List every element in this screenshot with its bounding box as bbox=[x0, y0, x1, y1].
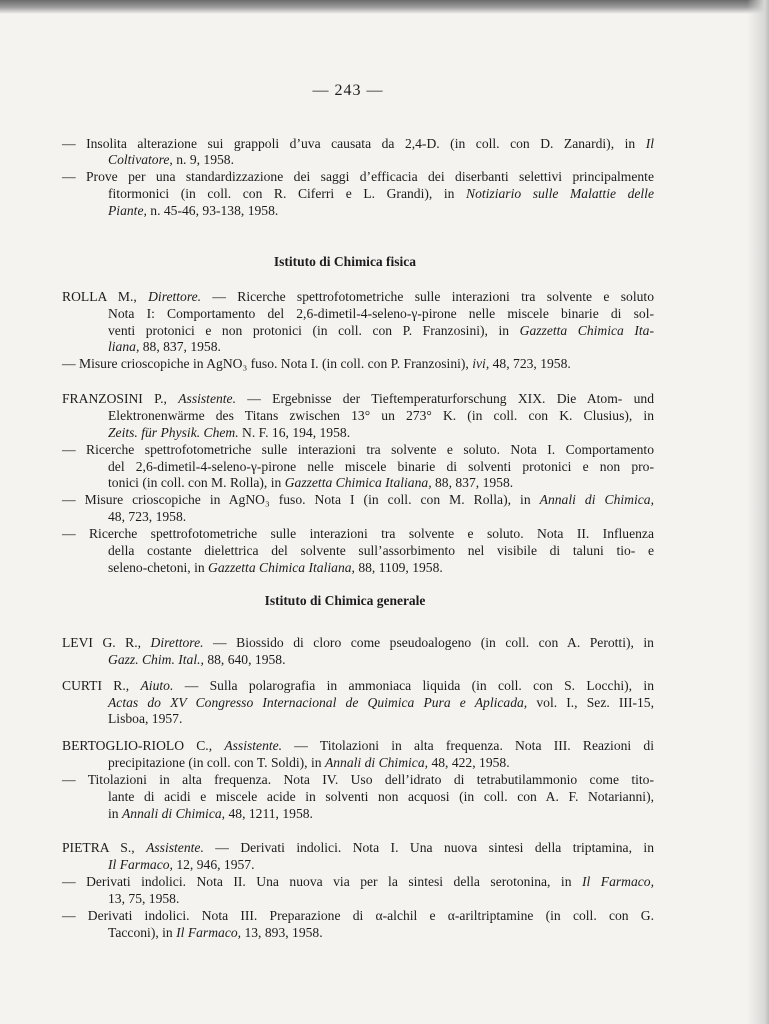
scan-edge-top bbox=[0, 0, 769, 14]
text: precipitazione (in coll. con T. Soldi), in bbox=[108, 755, 325, 770]
text: — Derivati indolici. Nota III. Preparazione di α-alchil e α-ariltriptamine (in coll. con G. bbox=[62, 908, 654, 923]
italic-text: Il bbox=[645, 136, 654, 151]
text: Lisboa, 1957. bbox=[108, 711, 183, 726]
text: LEVI G. R., bbox=[62, 635, 151, 650]
italic-text: Piante, bbox=[108, 203, 147, 218]
bibliography-entry-first-line bbox=[62, 635, 654, 651]
bibliography-entry-first-line bbox=[62, 492, 654, 508]
bibliography-entry-line bbox=[108, 152, 234, 168]
bibliography-entry-first-line bbox=[62, 840, 654, 856]
bibliography-entry-line bbox=[108, 408, 654, 424]
bibliography-entry-first-line bbox=[62, 356, 571, 372]
italic-text: Gazzetta Chimica Italiana, bbox=[284, 475, 432, 490]
text: n. 45-46, 93-138, 1958. bbox=[146, 203, 279, 218]
italic-text: Zeits. für Physik. Chem. bbox=[108, 425, 239, 440]
text: — Ricerche spettrofotometriche sulle interazioni tra solvente e soluto. Nota I. Comportamento bbox=[62, 442, 654, 457]
italic-text: Assistente. bbox=[224, 738, 283, 753]
scan-edge-right bbox=[747, 0, 769, 1024]
bibliography-entry-line bbox=[108, 306, 654, 322]
text: 48, 723, 1958. bbox=[108, 509, 187, 524]
text: — Misure crioscopiche in AgNO₃ fuso. Nota I. (in coll. con P. Franzosini), bbox=[62, 356, 473, 371]
page-number: — 243 — bbox=[312, 82, 384, 99]
text: — Ricerche spettrofotometriche sulle interazioni tra solvente e soluto. Nota II. Influenza bbox=[62, 526, 654, 541]
italic-text: Annali di Chimica, bbox=[121, 806, 226, 821]
text: 88, 837, 1958. bbox=[139, 339, 221, 354]
text: venti protonici e non protonici (in coll. con P. Franzosini), in bbox=[108, 323, 520, 338]
text: — Derivati indolici. Nota I. Una nuova sintesi della triptamina, in bbox=[203, 840, 654, 855]
bibliography-entry-line bbox=[108, 695, 654, 711]
text: BERTOGLIO-RIOLO C., bbox=[62, 738, 225, 753]
text: Elektronenwärme des Titans zwischen 13° un 273° K. (in coll. con K. Clusius), in bbox=[108, 408, 654, 423]
text: 48, 1211, 1958. bbox=[225, 806, 313, 821]
text: tonici (in coll. con M. Rolla), in bbox=[108, 475, 285, 490]
text: 88, 640, 1958. bbox=[203, 652, 286, 667]
italic-text: Assistente. bbox=[146, 840, 204, 855]
text: Tacconi), in bbox=[108, 925, 177, 940]
bibliography-entry-line bbox=[108, 755, 510, 771]
text: della costante dielettrica del solvente sull’assorbimento nel visibile di taluni tio- e bbox=[108, 543, 654, 558]
bibliography-entry-line bbox=[108, 509, 186, 525]
bibliography-entry-line bbox=[108, 339, 221, 355]
text: N. F. 16, 194, 1958. bbox=[238, 425, 351, 440]
italic-text: liana, bbox=[108, 339, 140, 354]
text: CURTI R., bbox=[62, 678, 141, 693]
italic-text: Direttore. bbox=[150, 635, 204, 650]
text: — Titolazioni in alta frequenza. Nota IV. Uso dell’idrato di tetrabutilammonio come tito- bbox=[62, 772, 654, 787]
text: — Misure crioscopiche in AgNO₃ fuso. Nota I (in coll. con M. Rolla), in bbox=[62, 492, 540, 507]
italic-text: ivi, bbox=[472, 356, 490, 371]
italic-text: Actas do XV Congresso Internacional de Quimica Pura e Aplicada, bbox=[108, 695, 528, 710]
text: — Sulla polarografia in ammoniaca liquida (in coll. con S. Locchi), in bbox=[173, 678, 654, 693]
text: — Insolita alterazione sui grappoli d’uva causata da 2,4-D. (in coll. con D. Zanardi), in bbox=[62, 136, 646, 151]
bibliography-entry-first-line bbox=[62, 908, 654, 924]
text: 48, 422, 1958. bbox=[428, 755, 510, 770]
bibliography-entry-line bbox=[108, 475, 513, 491]
bibliography-entry-first-line bbox=[62, 526, 654, 542]
text: 13, 75, 1958. bbox=[108, 891, 180, 906]
italic-text: Notiziario sulle Malattie delle bbox=[466, 186, 654, 201]
italic-text: Direttore. bbox=[148, 289, 202, 304]
italic-text: Coltivatore, bbox=[108, 152, 173, 167]
bibliography-entry-line bbox=[108, 323, 654, 339]
bibliography-entry-first-line bbox=[62, 874, 654, 890]
bibliography-entry-first-line bbox=[62, 738, 654, 754]
section-heading: Istituto di Chimica generale bbox=[264, 593, 426, 608]
text: ROLLA M., bbox=[62, 289, 149, 304]
text: 48, 723, 1958. bbox=[489, 356, 571, 371]
text: 88, 837, 1958. bbox=[431, 475, 514, 490]
text: del 2,6-dimetil-4-seleno-γ-pirone nelle miscele binarie di solventi protonici e non pro- bbox=[108, 459, 654, 474]
text: — Ergebnisse der Tieftemperaturforschung XIX. Die Atom- und bbox=[236, 391, 654, 406]
text: — Ricerche spettrofotometriche sulle interazioni tra solvente e soluto bbox=[201, 289, 654, 304]
text: 88, 1109, 1958. bbox=[354, 560, 443, 575]
bibliography-entry-line bbox=[108, 203, 278, 219]
text: — Prove per una standardizzazione dei saggi d’efficacia dei diserbanti selettivi principalmente bbox=[62, 169, 654, 184]
section-heading: Istituto di Chimica fisica bbox=[273, 254, 417, 269]
italic-text: Il Farmaco, bbox=[581, 874, 654, 889]
italic-text: Gazz. Chim. Ital., bbox=[108, 652, 204, 667]
text: — Derivati indolici. Nota II. Una nuova via per la sintesi della serotonina, in bbox=[62, 874, 582, 889]
text: — Titolazioni in alta frequenza. Nota III. Reazioni di bbox=[282, 738, 654, 753]
bibliography-entry-first-line bbox=[62, 136, 654, 152]
italic-text: Il Farmaco, bbox=[108, 857, 173, 872]
text: in bbox=[108, 806, 122, 821]
text: vol. I., Sez. III-15, bbox=[527, 695, 654, 710]
bibliography-entry-first-line bbox=[62, 169, 654, 185]
bibliography-entry-first-line bbox=[62, 391, 654, 407]
bibliography-entry-line bbox=[108, 891, 179, 907]
text: FRANZOSINI P., bbox=[62, 391, 179, 406]
text: 12, 946, 1957. bbox=[172, 857, 255, 872]
bibliography-entry-line bbox=[108, 186, 654, 202]
bibliography-entry-line bbox=[108, 806, 313, 822]
bibliography-entry-line bbox=[108, 459, 654, 475]
text: — Biossido di cloro come pseudoalogeno (in coll. con A. Perotti), in bbox=[203, 635, 654, 650]
bibliography-entry-line bbox=[108, 925, 323, 941]
text: 13, 893, 1958. bbox=[241, 925, 323, 940]
bibliography-entry-line bbox=[108, 857, 255, 873]
italic-text: Assistente. bbox=[178, 391, 236, 406]
italic-text: Annali di Chimica, bbox=[324, 755, 429, 770]
bibliography-entry-line bbox=[108, 560, 443, 576]
italic-text: Gazzetta Chimica Italiana, bbox=[208, 560, 355, 575]
italic-text: Gazzetta Chimica Ita- bbox=[519, 323, 654, 338]
text: n. 9, 1958. bbox=[172, 152, 234, 167]
bibliography-entry-first-line bbox=[62, 678, 654, 694]
bibliography-entry-first-line bbox=[62, 289, 654, 305]
italic-text: Annali di Chimica, bbox=[539, 492, 654, 507]
bibliography-entry-line bbox=[108, 652, 285, 668]
text: lante di acidi e miscele acide in solventi non acquosi (in coll. con A. F. Notarianni), bbox=[108, 789, 654, 804]
bibliography-entry-line bbox=[108, 789, 654, 805]
bibliography-entry-first-line bbox=[62, 772, 654, 788]
text: Nota I: Comportamento del 2,6-dimetil-4-seleno-γ-pirone nelle miscele binarie di sol- bbox=[108, 306, 654, 321]
italic-text: Aiuto. bbox=[140, 678, 174, 693]
bibliography-entry-first-line bbox=[62, 442, 654, 458]
bibliography-entry-line bbox=[108, 543, 654, 559]
text: seleno-chetoni, in bbox=[108, 560, 209, 575]
italic-text: Il Farmaco, bbox=[176, 925, 242, 940]
text: PIETRA S., bbox=[62, 840, 147, 855]
text: fitormonici (in coll. con R. Ciferri e L. Grandi), in bbox=[108, 186, 466, 201]
bibliography-entry-line bbox=[108, 711, 182, 727]
bibliography-entry-line bbox=[108, 425, 350, 441]
